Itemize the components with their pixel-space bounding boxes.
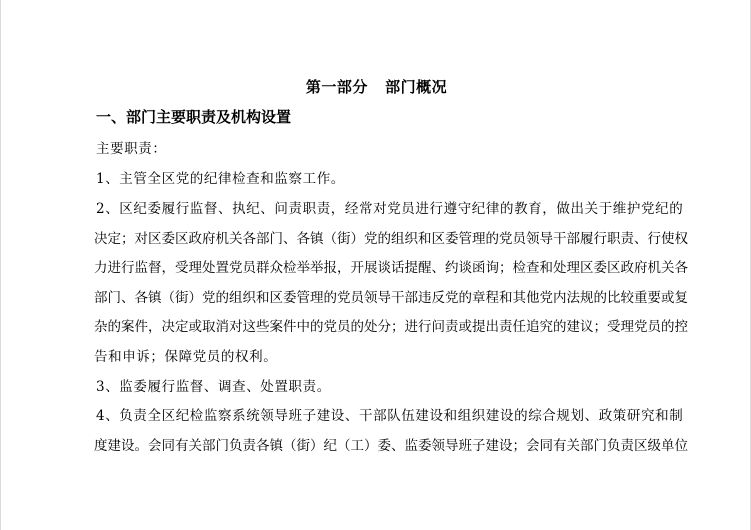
duty-item-2-line: 力进行监督，受理处置党员群众检举举报，开展谈话提醒、约谈函询；检查和处理区委区政府机关各 xyxy=(94,260,688,276)
section-heading: 一、部门主要职责及机构设置 xyxy=(96,108,292,126)
duty-item-4-line: 4、负责全区纪检监察系统领导班子建设、干部队伍建设和组织建设的综合规划、政策研究和制 xyxy=(96,408,684,424)
duties-label: 主要职责： xyxy=(96,141,167,157)
duty-item-2-line: 部门、各镇（街）党的组织和区委管理的党员领导干部违反党的章程和其他党内法规的比较重要或复 xyxy=(94,290,688,306)
part-title: 第一部分 部门概况 xyxy=(305,78,448,96)
duty-item-2-line: 2、区纪委履行监督、执纪、问责职责，经常对党员进行遵守纪律的教育，做出关于维护党纪的 xyxy=(96,201,684,217)
duty-item-1: 1、主管全区党的纪律检查和监察工作。 xyxy=(96,171,345,187)
duty-item-2-line: 杂的案件，决定或取消对这些案件中的党员的处分；进行问责或提出责任追究的建议；受理党员的控 xyxy=(94,319,688,335)
duty-item-4-line: 度建设。会同有关部门负责各镇（街）纪（工）委、监委领导班子建设；会同有关部门负责区级单位 xyxy=(94,438,688,454)
duty-item-2-line: 告和申诉；保障党员的权利。 xyxy=(94,349,278,365)
duty-item-3: 3、监委履行监督、调查、处置职责。 xyxy=(96,379,331,395)
duty-item-2-line: 决定；对区委区政府机关各部门、各镇（街）党的组织和区委管理的党员领导干部履行职责、行使权 xyxy=(94,231,688,247)
